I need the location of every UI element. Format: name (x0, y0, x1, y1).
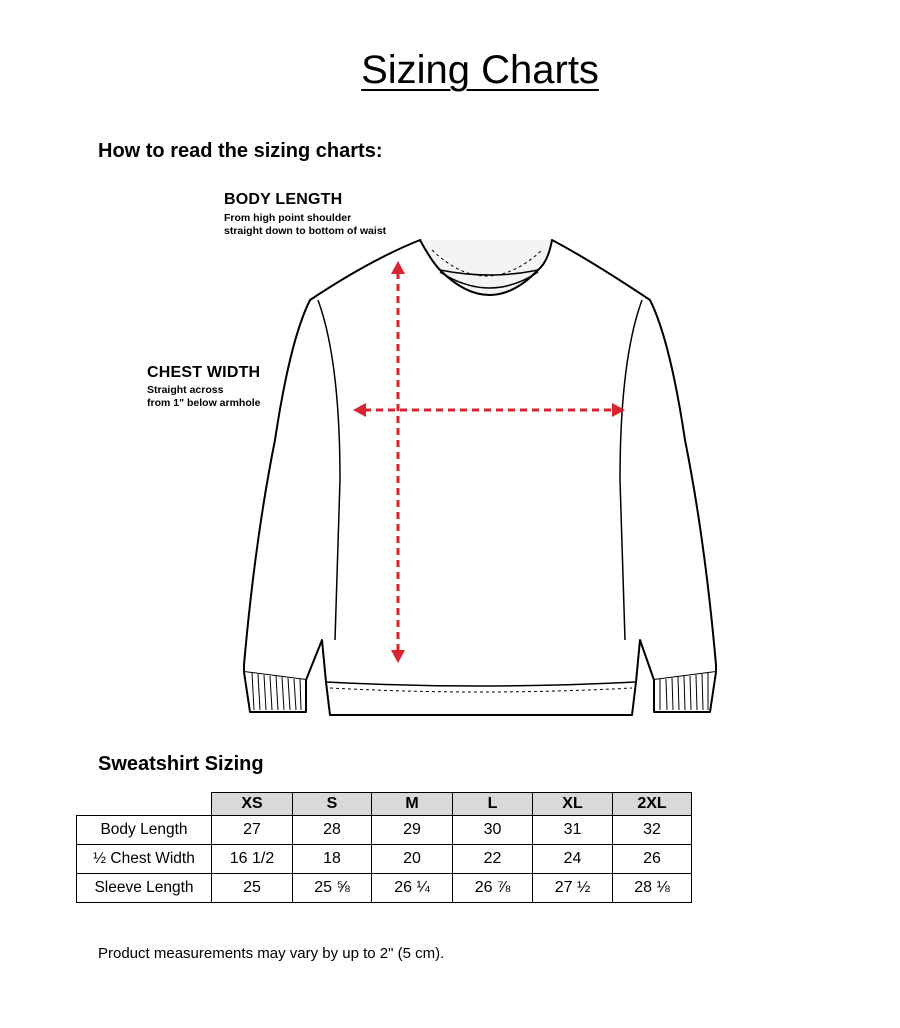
table-header-row (77, 793, 692, 816)
table-cell: 24 (533, 845, 613, 874)
table-cell: 31 (533, 816, 613, 845)
column-header: L (453, 793, 533, 816)
table-row (77, 845, 692, 874)
row-label: ½ Chest Width (77, 845, 212, 874)
table-cell: 29 (372, 816, 453, 845)
table-cell: 27 (212, 816, 293, 845)
table-cell: 25 ⅝ (293, 874, 372, 903)
table-cell: 32 (613, 816, 692, 845)
table-cell: 22 (453, 845, 533, 874)
table-cell: 27 ½ (533, 874, 613, 903)
table-cell: 16 1/2 (212, 845, 293, 874)
column-header: M (372, 793, 453, 816)
row-label: Body Length (77, 816, 212, 845)
chest-width-desc-2: from 1" below armhole (147, 397, 261, 409)
chest-width-desc-1: Straight across (147, 384, 224, 396)
body-length-desc-2: straight down to bottom of waist (224, 225, 387, 237)
table-cell: 26 (613, 845, 692, 874)
chest-width-title: CHEST WIDTH (147, 364, 261, 381)
table-row (77, 816, 692, 845)
column-header: XS (212, 793, 293, 816)
table-cell: 26 ⅞ (453, 874, 533, 903)
column-header: XL (533, 793, 613, 816)
body-length-desc-1: From high point shoulder (224, 212, 352, 224)
measurement-note: Product measurements may vary by up to 2" (5 cm). (98, 945, 445, 962)
page-title: Sizing Charts (361, 48, 599, 92)
table-cell: 26 ¼ (372, 874, 453, 903)
table-cell: 30 (453, 816, 533, 845)
column-header: S (293, 793, 372, 816)
table-cell: 28 (293, 816, 372, 845)
sweatshirt-sizing-heading: Sweatshirt Sizing (98, 753, 264, 775)
table-cell: 20 (372, 845, 453, 874)
table-cell: 18 (293, 845, 372, 874)
table-cell: 28 ⅛ (613, 874, 692, 903)
column-header: 2XL (613, 793, 692, 816)
table-corner (77, 793, 212, 816)
sizing-table (76, 792, 692, 903)
sweatshirt-icon (244, 240, 716, 715)
how-to-heading: How to read the sizing charts: (98, 140, 383, 162)
row-label: Sleeve Length (77, 874, 212, 903)
body-length-title: BODY LENGTH (224, 191, 343, 208)
table-cell: 25 (212, 874, 293, 903)
table-row (77, 874, 692, 903)
